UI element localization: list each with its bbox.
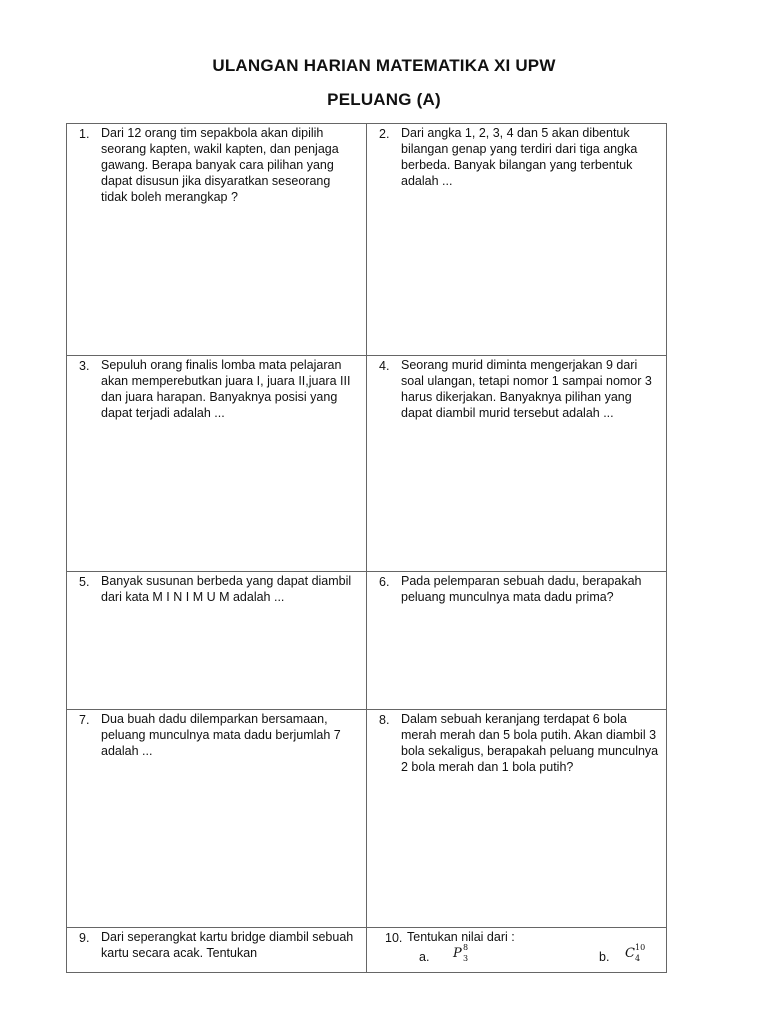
question-number: 10. xyxy=(385,931,403,945)
question-cell xyxy=(367,710,667,928)
question-cell xyxy=(67,356,367,572)
question-text: Tentukan nilai dari : xyxy=(407,930,515,944)
question-text: Pada pelemparan sebuah dadu, berapakah peluang munculnya mata dadu prima? xyxy=(401,574,642,604)
question-text: Seorang murid diminta mengerjakan 9 dari soal ulangan, tetapi nomor 1 sampai nomor 3 harus dikerjakan. Banyaknya pilihan yang dapat diambil murid tersebut adalah ... xyxy=(401,358,652,420)
question-table xyxy=(66,123,667,973)
question-text: Dalam sebuah keranjang terdapat 6 bola merah merah dan 5 bola putih. Akan diambil 3 bola sekaligus, berapakah peluang munculnya 2 bola merah dan 1 bola putih? xyxy=(401,712,659,774)
question-cell xyxy=(367,928,667,973)
question-text: Sepuluh orang finalis lomba mata pelajaran akan memperebutkan juara I, juara II,juara III dan juara harapan. Banyaknya posisi yang dapat terjadi adalah ... xyxy=(101,358,351,420)
question-number: 7. xyxy=(79,713,90,727)
permutation-symbol xyxy=(453,943,469,963)
question-number: 9. xyxy=(79,931,90,945)
question-text: Dari 12 orang tim sepakbola akan dipilih seorang kapten, wakil kapten, dan penjaga gawang. Berapa banyak cara pilihan yang dapat disusun jika disyaratkan seseorang tidak boleh merangkap ? xyxy=(101,126,339,204)
combination-symbol xyxy=(625,943,646,963)
option-a-label: a. xyxy=(419,950,430,964)
question-text: Banyak susunan berbeda yang dapat diambil dari kata M I N I M U M adalah ... xyxy=(101,574,352,604)
symbol-sup: 8 xyxy=(463,943,469,952)
page-title: ULANGAN HARIAN MATEMATIKA XI UPW xyxy=(212,56,556,75)
question-number: 1. xyxy=(79,127,90,141)
question-number: 4. xyxy=(379,359,390,373)
question-cell xyxy=(367,124,667,356)
page-subtitle: PELUANG (A) xyxy=(327,90,441,109)
symbol-sub: 4 xyxy=(635,954,641,963)
question-number: 3. xyxy=(79,359,90,373)
question-number: 6. xyxy=(379,575,390,589)
question-cell xyxy=(67,928,367,973)
question-cell xyxy=(367,572,667,710)
question-text: Dari angka 1, 2, 3, 4 dan 5 akan dibentuk bilangan genap yang terdiri dari tiga angka berbeda. Banyak bilangan yang terbentuk adalah ... xyxy=(401,126,638,188)
option-b-label: b. xyxy=(599,950,610,964)
question-cell xyxy=(67,572,367,710)
question-text: Dari seperangkat kartu bridge diambil sebuah kartu secara acak. Tentukan xyxy=(101,930,354,960)
question-text: Dua buah dadu dilemparkan bersamaan, peluang munculnya mata dadu berjumlah 7 adalah ... xyxy=(101,712,341,758)
question-number: 8. xyxy=(379,713,390,727)
symbol-sub: 3 xyxy=(463,954,469,963)
symbol-letter: P xyxy=(453,946,462,961)
question-cell xyxy=(367,356,667,572)
question-number: 2. xyxy=(379,127,390,141)
question-number: 5. xyxy=(79,575,90,589)
symbol-letter: C xyxy=(625,946,635,961)
question-cell xyxy=(67,124,367,356)
question-cell xyxy=(67,710,367,928)
symbol-sup: 10 xyxy=(635,943,646,952)
